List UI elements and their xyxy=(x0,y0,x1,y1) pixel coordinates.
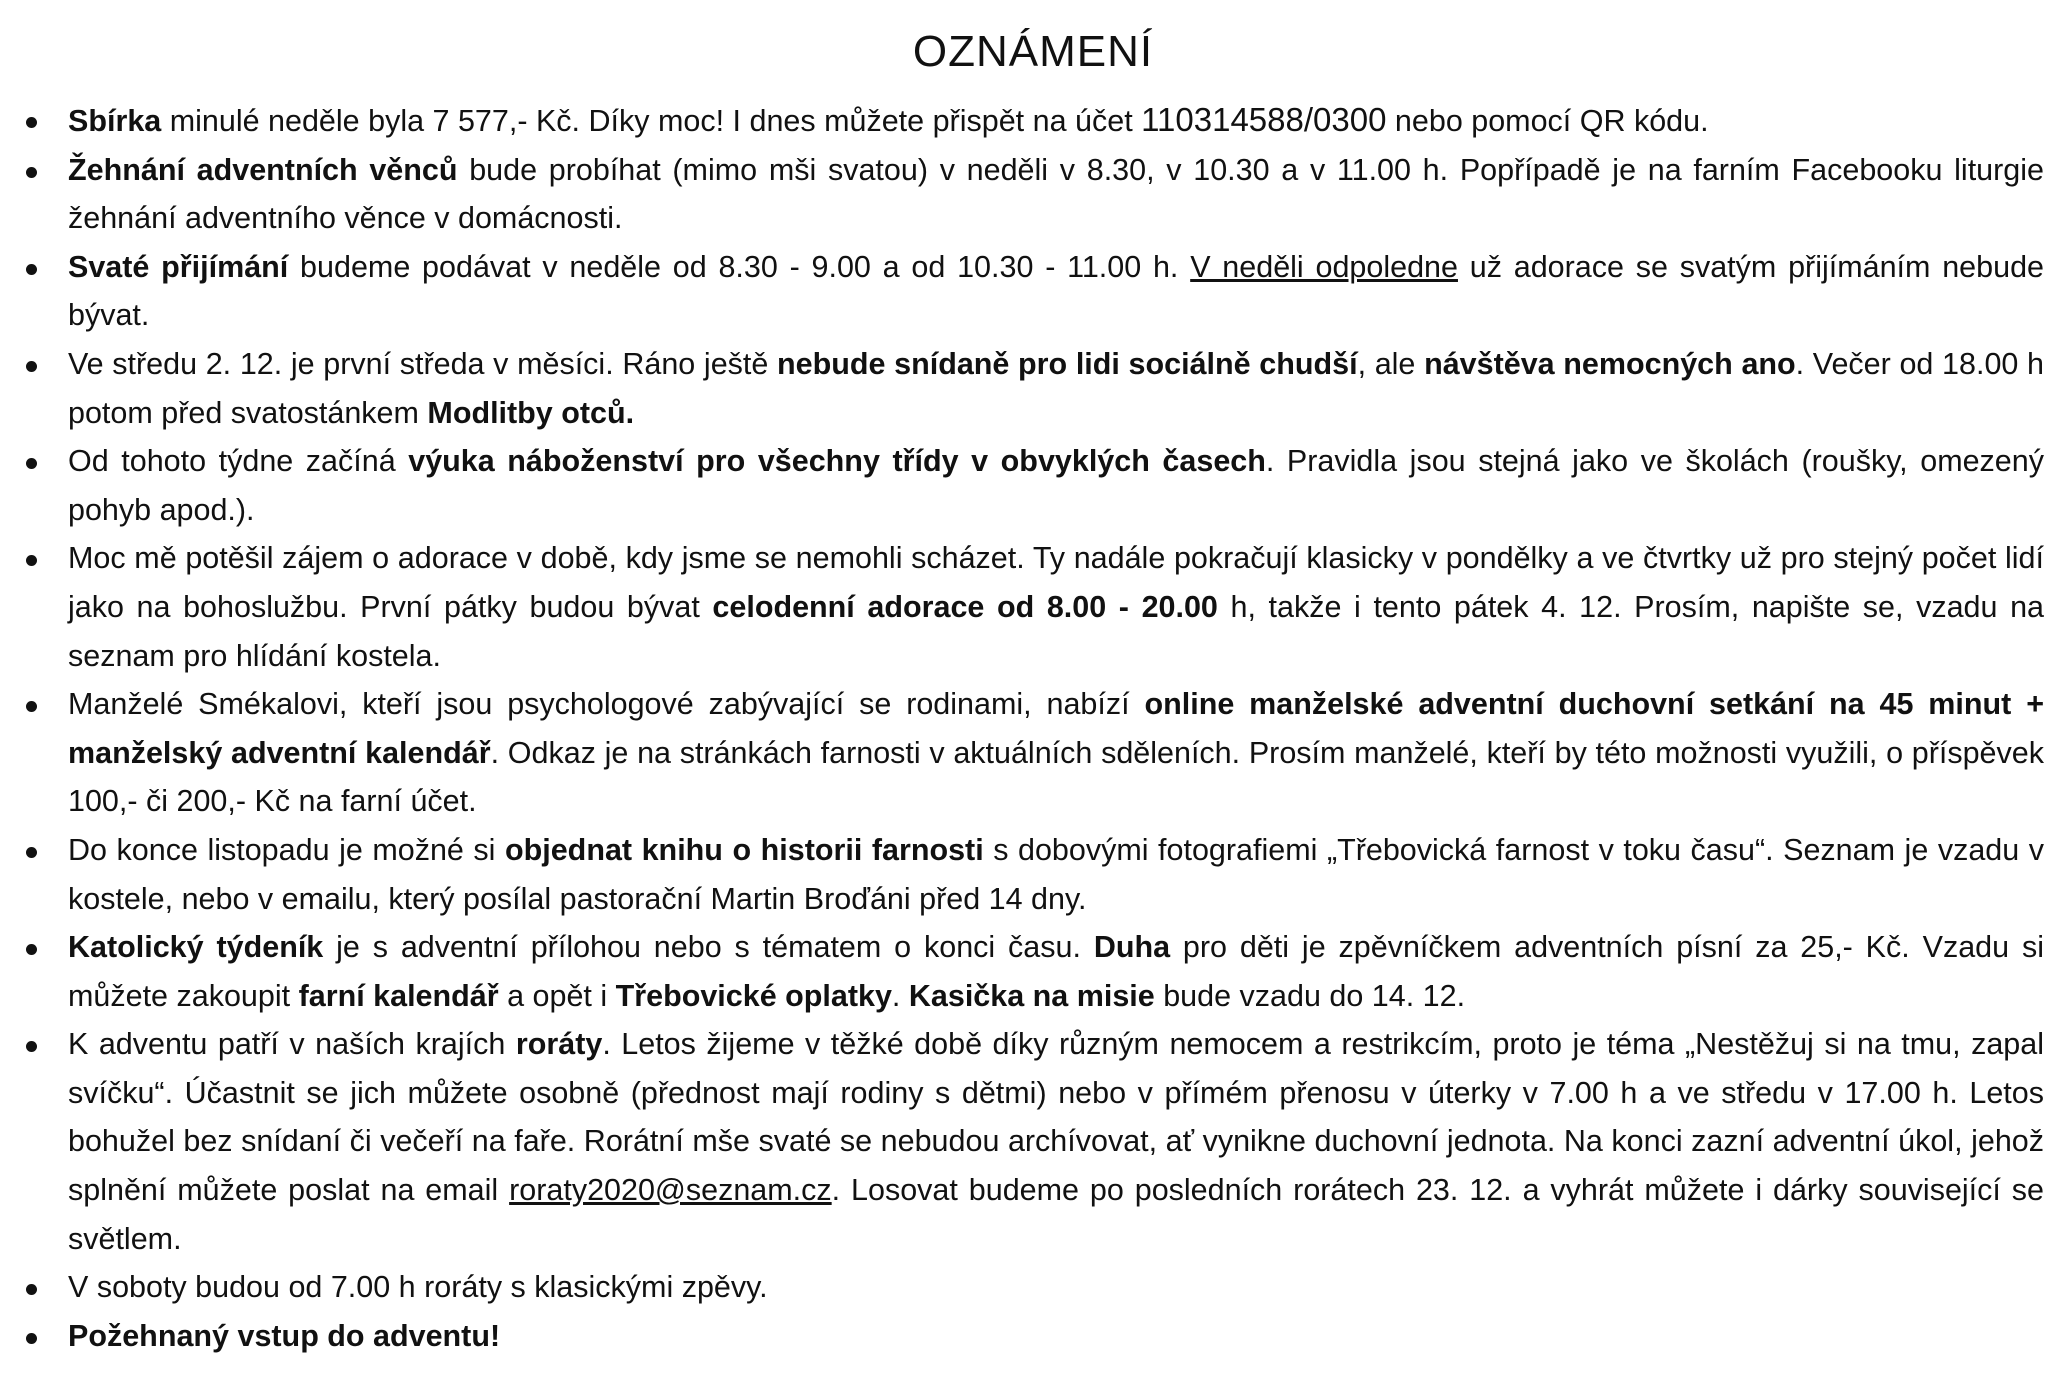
item-text: a opět i xyxy=(498,978,616,1013)
item-text: Od tohoto týdne začíná xyxy=(68,444,409,479)
item-emphasis: Katolický týdeník xyxy=(68,930,324,965)
item-emphasis: návštěva nemocných ano xyxy=(1424,346,1796,381)
item-text: Ve středu 2. 12. je první středa v měsíci. Ráno ještě xyxy=(68,346,778,381)
item-text: bude probíhat (mimo mši svatou) v neděli v 8.30, v 10.30 a v 11.00 h. Popřípadě je na farním Facebooku liturgie žehnání adventního věnce v domácnosti. xyxy=(68,152,2044,236)
item-emphasis: výuka náboženství pro všechny třídy v obvyklých časech xyxy=(408,444,1266,479)
announcement-list xyxy=(22,96,2044,1360)
announcement-item xyxy=(22,1020,2044,1263)
account-number: 110314588/0300 xyxy=(1141,101,1387,138)
bullet-icon xyxy=(26,1333,37,1344)
item-emphasis: objednat knihu o historii farnosti xyxy=(504,832,984,867)
bullet-icon xyxy=(26,1041,37,1052)
bullet-icon xyxy=(26,117,37,128)
item-text: . Letos žijeme v těžké době díky různým nemocem a restrikcím, proto je téma „Nestěžuj si na tmu, zapal svíčku“. Účastnit se jich můžete osobně (přednost mají rodiny s dětmi) nebo v přímém přenosu v úterky v 7.00 h a ve středu v 17.00 h. Letos bohužel bez snídaní či večeří na faře. Rorátní mše svaté se nebudou archívovat, ať vynikne duchovní jednota. Na konci zazní adventní úkol, jehož splnění můžete poslat na email xyxy=(68,1027,2045,1208)
item-emphasis: farní kalendář xyxy=(298,978,499,1013)
item-emphasis: online manželské adventní duchovní setkání na 45 minut + manželský adventní kalendář xyxy=(68,687,2045,770)
item-emphasis: Modlitby otců. xyxy=(427,395,635,430)
item-text: Moc mě potěšil zájem o adorace v době, kdy jsme se nemohli scházet. Ty nadále pokračují klasicky v pondělky a ve čtvrtky už pro stejný počet lidí jako na bohoslužbu. První pátky budou bývat xyxy=(68,541,2044,624)
item-text: bude vzadu do 14. 12. xyxy=(1154,978,1466,1013)
item-text: , ale xyxy=(1357,346,1425,381)
item-underlined-text: V neděli odpoledne xyxy=(1190,249,1458,284)
announcement-item xyxy=(22,340,2044,437)
bullet-icon xyxy=(26,167,37,178)
item-text: Manželé Smékalovi, kteří jsou psychologové zabývající se rodinami, nabízí xyxy=(68,687,1145,722)
bullet-icon xyxy=(26,555,37,566)
item-text: . Večer od 18.00 h potom před svatostánkem xyxy=(68,346,2044,430)
announcement-item xyxy=(22,826,2044,923)
bullet-icon xyxy=(26,944,37,955)
item-emphasis: celodenní adorace od 8.00 - 20.00 xyxy=(712,589,1218,624)
item-text: . Losovat budeme po posledních rorátech 23. 12. a vyhrát můžete i dárky související se světlem. xyxy=(68,1173,2044,1256)
item-emphasis: Duha xyxy=(1093,930,1171,965)
item-text: pro děti je zpěvníčkem adventních písní za 25,- Kč. Vzadu si můžete zakoupit xyxy=(68,930,2044,1013)
item-emphasis: Kasička na misie xyxy=(908,978,1155,1013)
item-text: h, takže i tento pátek 4. 12. Prosím, napište se, vzadu na seznam pro hlídání kostela. xyxy=(68,589,2044,673)
item-text: budeme podávat v neděle od 8.30 - 9.00 a od 10.30 - 11.00 h. xyxy=(288,249,1191,284)
announcement-item xyxy=(22,146,2044,243)
item-emphasis: nebude snídaně pro lidi sociálně chudší xyxy=(777,346,1358,381)
bullet-icon xyxy=(26,264,37,275)
item-text: K adventu patří v naších krajích xyxy=(68,1027,516,1062)
bullet-icon xyxy=(26,458,37,469)
item-text: minulé neděle byla 7 577,- Kč. Díky moc! I dnes můžete přispět na účet xyxy=(161,104,1142,138)
bullet-icon xyxy=(26,361,37,372)
item-text: . xyxy=(891,978,909,1013)
item-emphasis: roráty xyxy=(515,1027,603,1062)
announcement-item xyxy=(22,923,2044,1020)
announcement-item xyxy=(22,534,2044,680)
item-emphasis: Sbírka xyxy=(68,104,162,138)
announcement-item xyxy=(22,1312,2044,1361)
item-underlined-text: roraty2020@seznam.cz xyxy=(509,1173,832,1208)
item-emphasis: Požehnaný vstup do adventu! xyxy=(68,1318,501,1353)
announcement-item xyxy=(22,680,2044,826)
announcement-item xyxy=(22,243,2044,340)
item-text: V soboty budou od 7.00 h roráty s klasickými zpěvy. xyxy=(68,1270,768,1305)
item-text: nebo pomocí QR kódu. xyxy=(1386,104,1709,138)
item-text: Do konce listopadu je možné si xyxy=(68,832,505,867)
page-title: OZNÁMENÍ xyxy=(912,27,1154,76)
bullet-icon xyxy=(26,1284,37,1295)
announcement-item xyxy=(22,437,2044,534)
item-text: už adorace se svatým přijímáním nebude bývat. xyxy=(68,249,2044,333)
item-emphasis: Svaté přijímání xyxy=(68,249,289,284)
announcement-item xyxy=(22,96,2044,146)
bullet-icon xyxy=(26,847,37,858)
item-text: s dobovými fotografiemi „Třebovická farnost v toku času“. Seznam je vzadu v kostele, nebo v emailu, který posílal pastorační Martin Broďáni před 14 dny. xyxy=(68,832,2044,916)
item-text: . Odkaz je na stránkách farnosti v aktuálních sděleních. Prosím manželé, kteří by této možnosti využili, o příspěvek 100,- či 200,- Kč na farní účet. xyxy=(68,735,2044,819)
announcement-item xyxy=(22,1263,2044,1312)
item-text: je s adventní přílohou nebo s tématem o konci času. xyxy=(323,930,1094,965)
item-emphasis: Žehnání adventních věnců xyxy=(68,152,458,187)
item-text: . Pravidla jsou stejná jako ve školách (roušky, omezený pohyb apod.). xyxy=(68,444,2044,527)
item-emphasis: Třebovické oplatky xyxy=(615,978,892,1013)
bullet-icon xyxy=(26,701,37,712)
